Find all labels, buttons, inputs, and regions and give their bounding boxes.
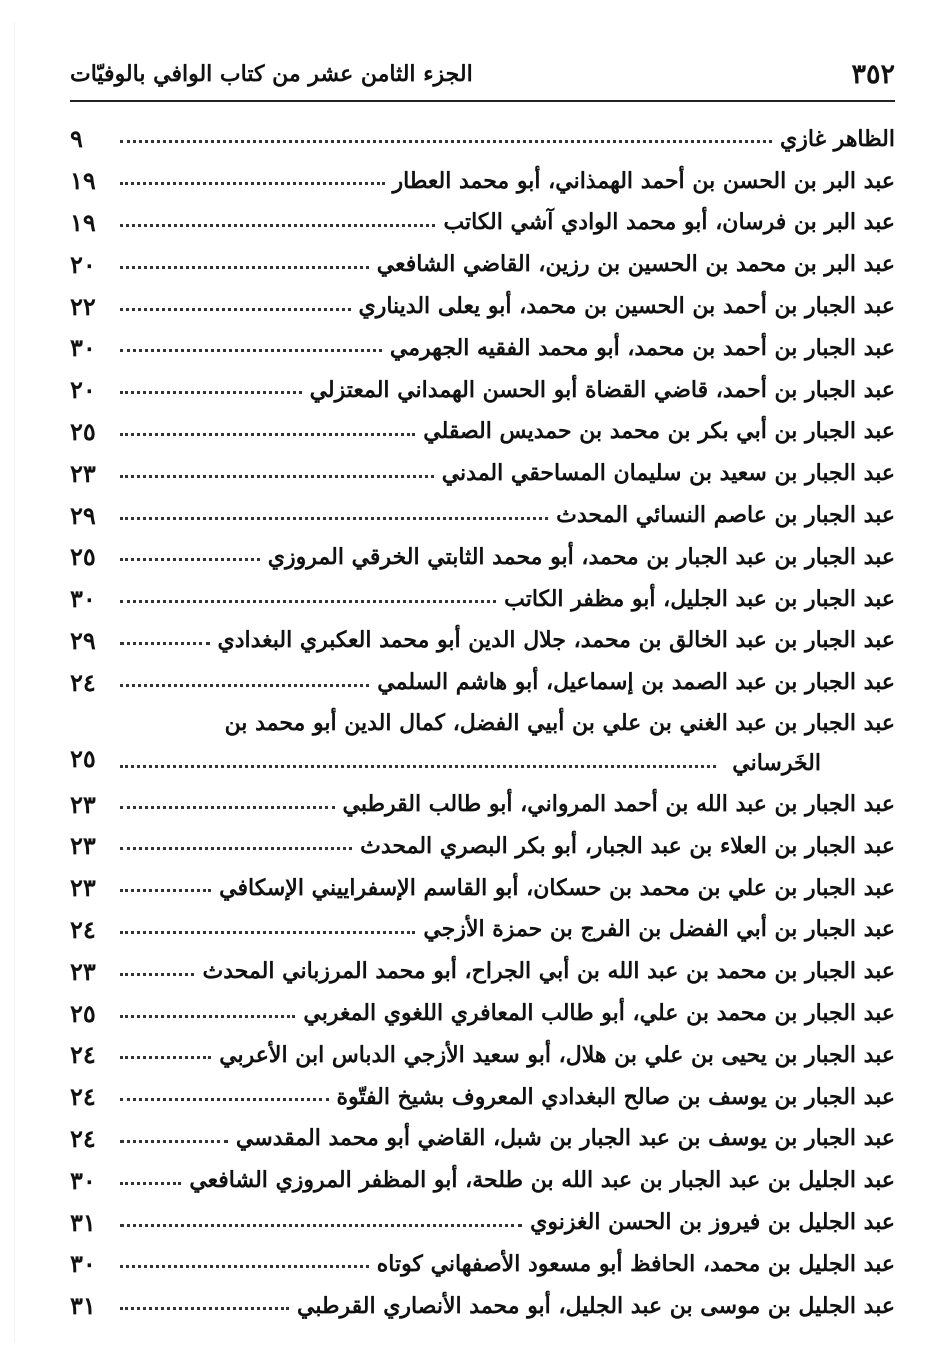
leader-dots — [120, 600, 496, 603]
entry-page-number: ٢٥ — [70, 416, 96, 446]
entry-page-number: ٩ — [70, 124, 83, 154]
entry-name: عبد الجبار بن أبي بكر بن محمد بن حمديس الصقلي — [423, 418, 895, 445]
entry-name: عبد الجبار بن عبد الله بن أحمد المرواني، أبو طالب القرطبي — [342, 791, 895, 818]
leader-dots — [120, 308, 351, 311]
leader-dots — [120, 1265, 369, 1268]
index-entry — [70, 118, 895, 160]
index-entry — [70, 1076, 895, 1118]
entry-page-number: ٢٤ — [70, 1040, 96, 1070]
header-rule — [70, 100, 895, 102]
index-entry — [70, 411, 895, 453]
entry-page-number: ١٩ — [70, 207, 96, 237]
index-entry — [70, 1159, 895, 1201]
entry-page-number: ٢٠ — [70, 249, 96, 279]
entry-page-number: ٢٤ — [70, 1123, 96, 1153]
leader-dots — [120, 1056, 211, 1059]
entry-name: عبد الجليل بن فيروز بن الحسن الغزنوي — [530, 1209, 895, 1236]
entry-name: عبد الجبار بن علي بن محمد بن حسكان، أبو القاسم الإسفراييني الإسكافي — [219, 874, 895, 901]
leader-dots — [120, 391, 302, 394]
leader-dots — [120, 1224, 522, 1227]
entry-name: عبد الجليل بن عبد الجبار بن عبد الله بن طلحة، أبو المظفر المروزي الشافعي — [189, 1167, 895, 1194]
entry-name: عبد الجبار بن أحمد بن محمد، أبو محمد الفقيه الجهرمي — [389, 334, 895, 361]
entry-page-number: ١٩ — [70, 166, 96, 196]
entry-name-continuation-row — [120, 750, 895, 776]
leader-dots — [120, 433, 415, 436]
index-entry — [70, 243, 895, 285]
entry-page-number: ٣٠ — [70, 1249, 96, 1279]
entry-page-number: ٢٩ — [70, 625, 96, 655]
entry-name-block — [120, 703, 895, 783]
index-entry — [70, 950, 895, 992]
entry-name: عبد الجبار بن سعيد بن سليمان المساحقي المدني — [441, 460, 895, 487]
leader-dots — [120, 684, 369, 687]
index-entry — [70, 285, 895, 327]
index-entry — [70, 1201, 895, 1243]
index-entry — [70, 783, 895, 825]
entry-name: عبد الجبار بن يوسف بن صالح البغدادي المعروف بشيخ الفتّوة — [336, 1083, 895, 1110]
page-header — [70, 54, 895, 94]
entry-name: الظاهر غازي — [779, 125, 895, 152]
entry-name: عبد الجبار بن عبد الخالق بن محمد، جلال الدين أبو محمد العكبري البغدادي — [217, 627, 895, 654]
leader-dots — [120, 182, 385, 185]
index-entry — [70, 578, 895, 620]
running-title: الجزء الثامن عشر من كتاب الوافي بالوفيّات — [70, 61, 473, 87]
entry-name: عبد البر بن محمد بن الحسين بن رزين، القاضي الشافعي — [376, 251, 895, 278]
index-entry — [70, 1243, 895, 1285]
leader-dots — [120, 931, 415, 934]
entry-name: عبد الجبار بن أحمد، قاضي القضاة أبو الحسن الهمداني المعتزلي — [309, 376, 895, 403]
leader-dots — [120, 847, 352, 850]
entry-page-number: ٢٠ — [70, 375, 96, 405]
entry-page-number: ٣٠ — [70, 1165, 96, 1195]
leader-dots — [120, 642, 210, 645]
entry-name: عبد الجبار بن عبد الجليل، أبو مظفر الكاتب — [504, 585, 895, 612]
entry-name: عبد الجليل بن موسى بن عبد الجليل، أبو محمد الأنصاري القرطبي — [296, 1292, 895, 1319]
entry-page-number: ٢٣ — [70, 956, 96, 986]
leader-dots — [120, 889, 211, 892]
index-entry — [70, 1034, 895, 1076]
page-edge-shadow — [14, 22, 41, 1342]
leader-dots — [120, 1015, 295, 1018]
leader-dots — [120, 1098, 329, 1101]
leader-dots — [120, 558, 260, 561]
index-list — [70, 118, 895, 1327]
leader-dots — [120, 806, 335, 809]
entry-name: عبد الجبار بن عبد الجبار بن محمد، أبو محمد الثابتي الخرقي المروزي — [267, 543, 895, 570]
entry-name: عبد الجبار بن محمد بن علي، أبو طالب المعافري اللغوي المغربي — [303, 1000, 895, 1027]
entry-name: عبد الجبار بن أحمد بن الحسين بن محمد، أبو يعلى الديناري — [358, 293, 895, 320]
entry-page-number: ٢٣ — [70, 831, 96, 861]
index-entry — [70, 992, 895, 1034]
entry-page-number: ٢٢ — [70, 291, 96, 321]
entry-page-number: ٣١ — [70, 1291, 96, 1321]
entry-name: عبد الجبار بن عاصم النسائي المحدث — [556, 502, 895, 529]
entry-page-number: ٢٤ — [70, 1082, 96, 1112]
entry-page-number: ٢٤ — [70, 667, 96, 697]
entry-page-number: ٢٩ — [70, 500, 96, 530]
entry-page-number: ٢٤ — [70, 914, 96, 944]
entry-name: عبد الجبار بن أبي الفضل بن الفرج بن حمزة الأزجي — [423, 916, 895, 943]
leader-dots — [120, 266, 369, 269]
index-entry — [70, 494, 895, 536]
index-entry — [70, 1285, 895, 1327]
index-entry — [70, 369, 895, 411]
index-entry — [70, 867, 895, 909]
index-entry — [70, 703, 895, 783]
entry-name: عبد الجبار بن محمد بن عبد الله بن أبي الجراح، أبو محمد المرزباني المحدث — [202, 958, 895, 985]
entry-name: عبد الجبار بن العلاء بن عبد الجبار، أبو بكر البصري المحدث — [360, 832, 895, 859]
leader-dots — [120, 765, 716, 768]
leader-dots — [120, 517, 548, 520]
page-number: ٣٥٢ — [851, 58, 895, 90]
leader-dots — [120, 1307, 289, 1310]
entry-name: عبد الجليل بن محمد، الحافظ أبو مسعود الأصفهاني كوتاه — [376, 1250, 895, 1277]
entry-name-continuation: الخَرساني — [732, 750, 821, 777]
index-entry — [70, 825, 895, 867]
entry-name: عبد الجبار بن عبد الغني بن علي بن أبيي الفضل، كمال الدين أبو محمد بن — [224, 710, 895, 737]
index-entry — [70, 452, 895, 494]
entry-name: عبد الجبار بن يوسف بن عبد الجبار بن شبل، القاضي أبو محمد المقدسي — [235, 1125, 895, 1152]
leader-dots — [120, 349, 382, 352]
leader-dots — [120, 1140, 228, 1143]
leader-dots — [120, 140, 772, 143]
entry-name: عبد البر بن فرسان، أبو محمد الوادي آشي الكاتب — [443, 209, 895, 236]
leader-dots — [120, 224, 435, 227]
entry-page-number: ٣٠ — [70, 584, 96, 614]
entry-page-number: ٢٥ — [70, 744, 96, 774]
entry-page-number: ٢٥ — [70, 998, 96, 1028]
entry-name: عبد البر بن الحسن بن أحمد الهمذاني، أبو محمد العطار — [392, 167, 895, 194]
index-entry — [70, 909, 895, 951]
index-entry — [70, 327, 895, 369]
leader-dots — [120, 475, 434, 478]
entry-name: عبد الجبار بن عبد الصمد بن إسماعيل، أبو هاشم السلمي — [377, 669, 895, 696]
index-entry — [70, 661, 895, 703]
leader-dots — [120, 973, 194, 976]
index-entry — [70, 620, 895, 662]
entry-name: عبد الجبار بن يحيى بن علي بن هلال، أبو سعيد الأزجي الدباس ابن الأعربي — [219, 1041, 895, 1068]
entry-page-number: ٢٥ — [70, 542, 96, 572]
index-entry — [70, 160, 895, 202]
entry-page-number: ٣١ — [70, 1207, 96, 1237]
leader-dots — [120, 1182, 181, 1185]
entry-page-number: ٢٣ — [70, 873, 96, 903]
entry-page-number: ٢٣ — [70, 789, 96, 819]
index-entry — [70, 202, 895, 244]
index-entry — [70, 536, 895, 578]
entry-page-number: ٢٣ — [70, 458, 96, 488]
entry-page-number: ٣٠ — [70, 333, 96, 363]
index-entry — [70, 1118, 895, 1160]
